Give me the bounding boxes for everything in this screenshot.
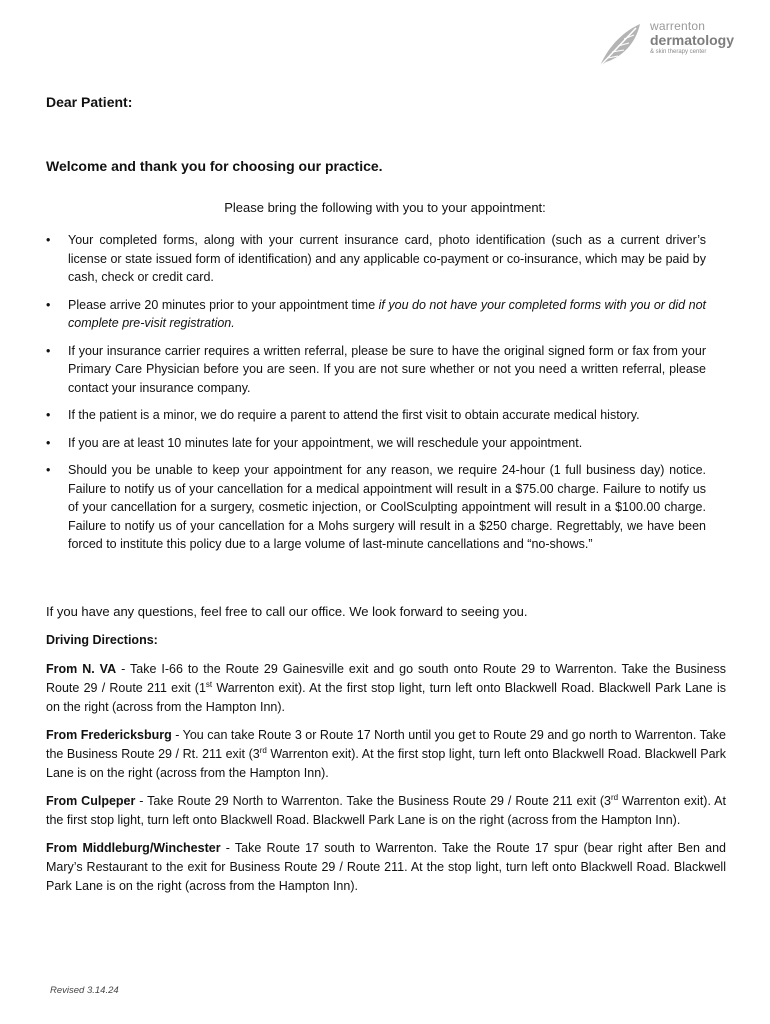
direction-text: Warrenton exit). At the first stop light, turn left onto Blackwell Road. Blackwell Park Lane is on the right (across from the Hampton Inn). [46,681,726,714]
direction-origin: From N. VA [46,662,117,676]
bullet-icon: • [46,233,51,247]
directions-heading: Driving Directions: [46,633,158,647]
direction-paragraph [46,726,726,783]
closing-line: If you have any questions, feel free to call our office. We look forward to seeing you. [46,604,528,619]
list-item [46,231,706,287]
bullet-emphasis: if you do not have your completed forms with you or did not complete pre-visit registration. [68,297,706,330]
practice-logo [596,20,746,70]
bullet-icon: • [46,408,51,422]
direction-paragraph [46,839,726,896]
direction-text: - Take I-66 to the Route 29 Gainesville exit and go south onto Route 29 to Warrenton. Take the Business Route 29 / Route 211 exit (1 [46,662,726,695]
direction-text: - You can take Route 3 or Route 17 North until you get to Route 29 and go north to Warrenton. Take the Business Route 29 / Rt. 211 exit (3 [46,728,726,761]
list-item [46,342,706,398]
bullet-text: If your insurance carrier requires a written referral, please be sure to have the original signed form or fax from your Primary Care Physician before you are seen. If you are not sure whether or not you need a written referral, please contact your insurance company. [68,343,706,395]
instructions-list [46,231,706,563]
direction-text: Warrenton exit). At the first stop light, turn left onto Blackwell Road. Blackwell Park Lane is on the right (across from the Hampton Inn). [46,747,726,780]
direction-origin: From Fredericksburg [46,728,172,742]
direction-origin: From Middleburg/Winchester [46,841,221,855]
direction-paragraph [46,660,726,717]
list-item [46,461,706,554]
logo-line-warrenton: warrenton [650,19,706,33]
list-item [46,406,706,425]
direction-text: - Take Route 17 south to Warrenton. Take the Route 17 spur (bear right after Ben and Mary’s Restaurant to the exit for Business Route 29 / Route 211. At the stop light, turn left onto Blackwell Road. Blackwell Park Lane is on the right (across from the Hampton Inn). [46,841,726,893]
bullet-icon: • [46,297,51,312]
direction-origin: From Culpeper [46,794,136,808]
direction-paragraph [46,792,726,830]
logo-line-tagline: & skin therapy center [650,49,707,55]
logo-line-dermatology: dermatology [650,32,735,48]
direction-text: - Take Route 29 North to Warrenton. Take the Business Route 29 / Route 211 exit (3 [135,794,611,808]
bullet-icon: • [46,435,51,450]
bullet-text: Should you be unable to keep your appointment for any reason, we require 24-hour (1 full business day) notice. Failure to notify us of your cancellation for a medical appointment will result in a $75.00 charge. Failure to notify us of your cancellation for a surgery, cosmetic injection, or CoolSculpting appointment will result in a $100.00 charge. Failure to notify us of your cancellation for a Mohs surgery will result in a $250 charge. Regrettably, we have been forced to institute this policy due to a large volume of last-minute cancellations and “no-shows.” [68,463,706,551]
bullet-icon: • [46,343,51,358]
bullet-icon: • [46,463,51,477]
revision-date: Revised 3.14.24 [50,985,119,996]
leaf-logo-icon [596,22,646,68]
direction-ordinal: rd [610,792,619,802]
directions-list [46,660,726,905]
direction-ordinal: rd [259,745,267,755]
salutation: Dear Patient: [46,94,133,110]
bullet-text: If the patient is a minor, we do require a parent to attend the first visit to obtain accurate medical history. [68,408,640,422]
intro-line: Please bring the following with you to your appointment: [224,200,546,215]
welcome-heading: Welcome and thank you for choosing our practice. [46,158,383,174]
direction-ordinal: st [205,679,213,689]
list-item [46,296,706,333]
direction-text: Warrenton exit). At the first stop light, turn left onto Blackwell Road. Blackwell Park Lane is on the right (across from the Hampton Inn). [46,794,726,827]
bullet-text: If you are at least 10 minutes late for your appointment, we will reschedule your appointment. [68,435,583,450]
bullet-text: Your completed forms, along with your current insurance card, photo identification (such as a current driver’s license or state issued form of identification) and any applicable co-payment or co-insurance, which may be paid by cash, check or credit card. [68,233,706,284]
bullet-text: Please arrive 20 minutes prior to your appointment time [68,297,379,312]
list-item [46,434,706,453]
